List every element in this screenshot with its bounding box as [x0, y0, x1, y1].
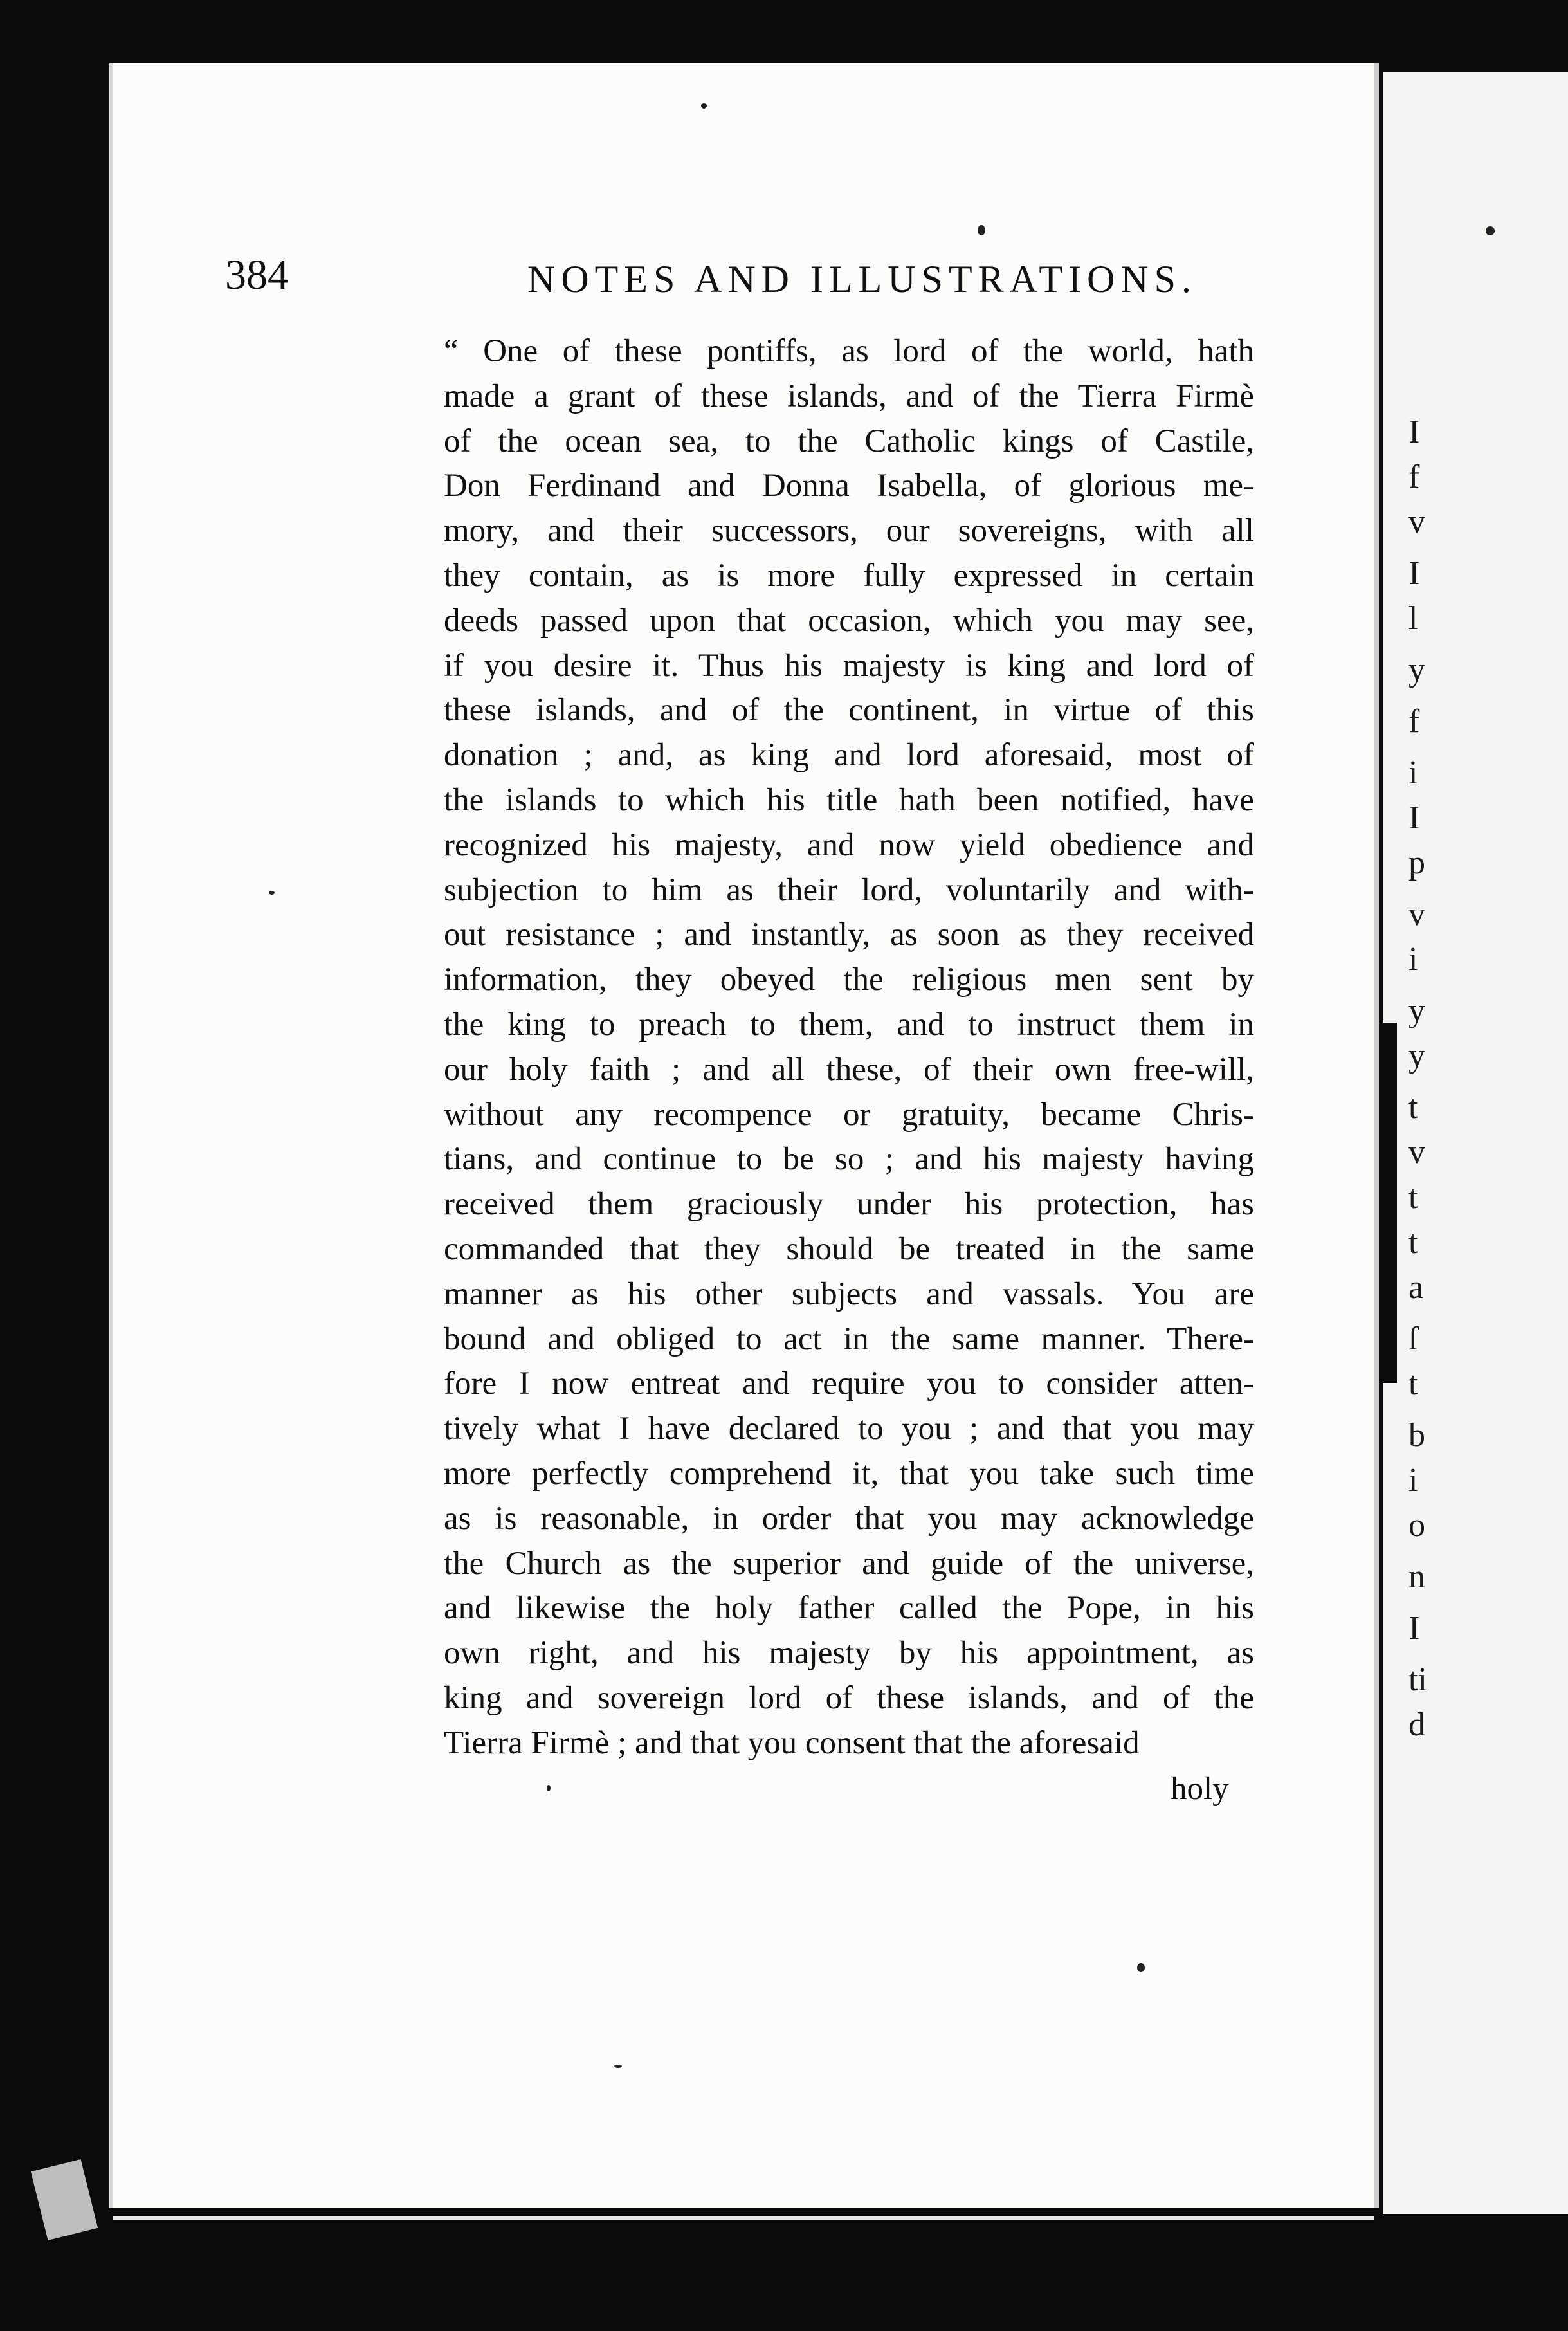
text-line: the king to preach to them, and to instruct them in [444, 1006, 1254, 1043]
text-line: made a grant of these islands, and of the Tierra Firmè [444, 378, 1254, 414]
text-line: recognized his majesty, and now yield obedience and [444, 827, 1254, 863]
page-edge-rule [113, 2216, 1374, 2220]
text-line: received them graciously under his protection, has [444, 1186, 1254, 1223]
facing-page-fragment: t [1408, 1179, 1418, 1216]
facing-page-fragment: ſ [1408, 1321, 1418, 1357]
text-line: king and sovereign lord of these islands, and of the [444, 1679, 1254, 1716]
text-line: and likewise the holy father called the Pope, in his [444, 1590, 1254, 1627]
facing-page-fragment: f [1408, 459, 1420, 495]
text-line: subjection to him as their lord, voluntarily and with- [444, 872, 1254, 908]
running-head: NOTES AND ILLUSTRATIONS. [527, 258, 1197, 300]
text-line: deeds passed upon that occasion, which you may see, [444, 602, 1254, 639]
ink-speck [1137, 1963, 1145, 1972]
text-line: information, they obeyed the religious men sent by [444, 962, 1254, 998]
facing-page-fragment: y [1408, 652, 1425, 688]
facing-page-fragment: I [1408, 555, 1420, 592]
text-line: own right, and his majesty by his appointment, as [444, 1635, 1254, 1672]
facing-page-fragment: t [1408, 1366, 1418, 1402]
facing-page-fragment: v [1408, 896, 1425, 933]
ink-speck [701, 103, 707, 109]
facing-page-fragment: t [1408, 1224, 1418, 1261]
text-line: bound and obliged to act in the same manner. There- [444, 1321, 1254, 1357]
facing-page-fragment: I [1408, 1610, 1420, 1647]
facing-page-fragment: v [1408, 504, 1425, 540]
body-text [444, 329, 1254, 1766]
text-line: these islands, and of the continent, in virtue of this [444, 692, 1254, 729]
facing-page-fragment: a [1408, 1269, 1424, 1306]
facing-page-fragment: i [1408, 941, 1418, 978]
facing-page-fragment: n [1408, 1559, 1425, 1595]
text-line: our holy faith ; and all these, of their own free-will, [444, 1051, 1254, 1088]
text-line: they contain, as is more fully expressed in certain [444, 557, 1254, 594]
text-line: tively what I have declared to you ; and that you may [444, 1411, 1254, 1447]
text-line: donation ; and, as king and lord aforesaid, most of [444, 737, 1254, 774]
text-line: if you desire it. Thus his majesty is king and lord of [444, 647, 1254, 684]
facing-page-fragment: y [1408, 992, 1425, 1029]
text-line: of the ocean sea, to the Catholic kings of Castile, [444, 423, 1254, 459]
ink-speck [547, 1785, 551, 1791]
facing-page-fragment: i [1408, 1462, 1418, 1499]
ink-speck [978, 225, 985, 235]
facing-page-fragment: I [1408, 800, 1420, 836]
text-line: fore I now entreat and require you to consider atten- [444, 1366, 1254, 1402]
text-line: Don Ferdinand and Donna Isabella, of glorious me- [444, 468, 1254, 504]
facing-page-fragment: ti [1408, 1661, 1427, 1698]
text-line: commanded that they should be treated in the same [444, 1230, 1254, 1267]
text-line: without any recompence or gratuity, became Chris- [444, 1096, 1254, 1133]
text-line: more perfectly comprehend it, that you take such time [444, 1455, 1254, 1492]
facing-page-fragment: o [1408, 1507, 1425, 1544]
facing-page-fragment: p [1408, 845, 1425, 881]
facing-page-fragment: v [1408, 1134, 1425, 1171]
facing-page-fragment: l [1408, 600, 1418, 637]
facing-page-fragment: y [1408, 1038, 1425, 1074]
text-line: manner as his other subjects and vassals. You are [444, 1275, 1254, 1312]
text-line: tians, and continue to be so ; and his majesty having [444, 1141, 1254, 1178]
page-number: 384 [225, 251, 289, 298]
text-line: the islands to which his title hath been notified, have [444, 782, 1254, 818]
facing-page-fragment: i [1408, 754, 1418, 791]
facing-page-fragment: b [1408, 1417, 1425, 1454]
text-line: as is reasonable, in order that you may acknowledge [444, 1500, 1254, 1537]
ink-speck [614, 2065, 622, 2068]
text-line: mory, and their successors, our sovereigns, with all [444, 513, 1254, 549]
text-line: the Church as the superior and guide of the universe, [444, 1545, 1254, 1582]
facing-page-fragment: t [1408, 1089, 1418, 1126]
facing-page [1383, 72, 1568, 2214]
facing-page-fragment: d [1408, 1706, 1425, 1743]
facing-page-fragment: f [1408, 703, 1420, 740]
facing-page-fragment: I [1408, 414, 1420, 450]
ink-speck [269, 891, 275, 895]
text-line: “ One of these pontiffs, as lord of the world, hath [444, 333, 1254, 369]
text-line: out resistance ; and instantly, as soon as they received [444, 917, 1254, 953]
text-line: Tierra Firmè ; and that you consent that the aforesaid [444, 1724, 1140, 1761]
paper-tear [31, 2159, 98, 2240]
ink-speck [1486, 226, 1495, 235]
catchword: holy [1171, 1771, 1229, 1807]
gutter-shadow [1383, 1023, 1397, 1383]
